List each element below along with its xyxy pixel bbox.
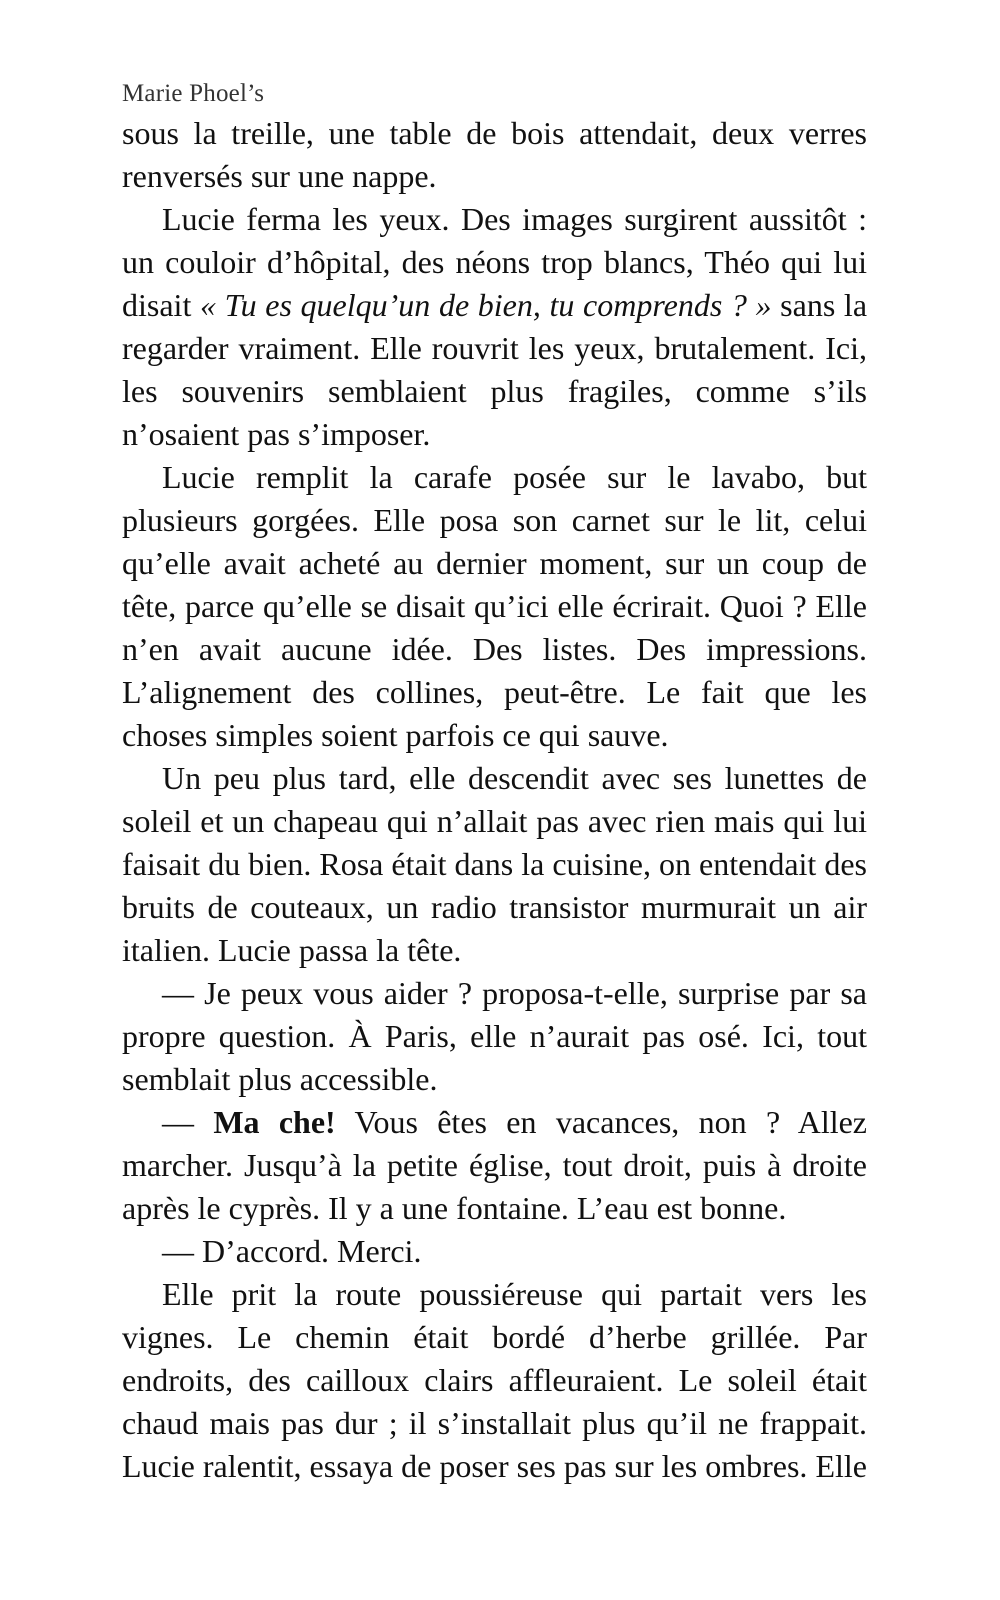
- paragraph-5: Elle prit la route poussiéreuse qui partait vers les vignes. Le chemin était bordé d’herbe grillée. Par endroits, des cailloux clairs affleuraient. Le soleil était chaud mais pas dur ; il s’installait plus qu’il ne frappait. Lucie ralentit, essaya de poser ses pas sur les ombres. Elle: [122, 1276, 867, 1484]
- dialogue-line-2: [122, 1101, 867, 1230]
- paragraph-2-text-end: sans la regarder vraiment. Elle rouvrit les yeux, brutalement. Ici, les souvenirs semblaient plus fragiles, comme s’ils n’osaient pas s’imposer.: [122, 287, 868, 452]
- paragraph-2: [122, 198, 867, 456]
- dialogue-line-2-text: Vous êtes en vacances, non ? Allez marcher. Jusqu’à la petite église, tout droit, puis à droite après le cyprès. Il y a une fontaine. L’eau est bonne.: [122, 1104, 868, 1226]
- bold-exclamation: Ma che!: [213, 1104, 336, 1140]
- quoted-speech: « Tu es quelqu’un de bien, tu comprends ? »: [199, 287, 772, 323]
- paragraph-2-text-start: Lucie ferma les yeux. Des images surgirent aussitôt : un couloir d’hôpital, des néons trop blancs, Théo qui lui disait: [122, 201, 867, 323]
- paragraph-4: Un peu plus tard, elle descendit avec ses lunettes de soleil et un chapeau qui n’allait pas avec rien mais qui lui faisait du bien. Rosa était dans la cuisine, on entendait des bruits de couteaux, un radio transistor murmurait un air italien. Lucie passa la tête.: [122, 760, 867, 968]
- book-page: [122, 78, 867, 1488]
- dialogue-dash: —: [162, 1104, 214, 1140]
- dialogue-line-1: — Je peux vous aider ? proposa-t-elle, surprise par sa propre question. À Paris, elle n’aurait pas osé. Ici, tout semblait plus accessible.: [122, 975, 867, 1097]
- dialogue-line-3: — D’accord. Merci.: [162, 1233, 422, 1269]
- paragraph-3: Lucie remplit la carafe posée sur le lavabo, but plusieurs gorgées. Elle posa son carnet sur le lit, celui qu’elle avait acheté au dernier moment, sur un coup de tête, parce qu’elle se disait qu’ici elle écrirait. Quoi ? Elle n’en avait aucune idée. Des listes. Des impressions. L’alignement des collines, peut-être. Le fait que les choses simples soient parfois ce qui sauve.: [122, 459, 867, 753]
- body-text: [122, 112, 867, 1488]
- paragraph-1: sous la treille, une table de bois attendait, deux verres renversés sur une nappe.: [122, 115, 867, 194]
- running-header: Marie Phoel’s: [122, 80, 265, 107]
